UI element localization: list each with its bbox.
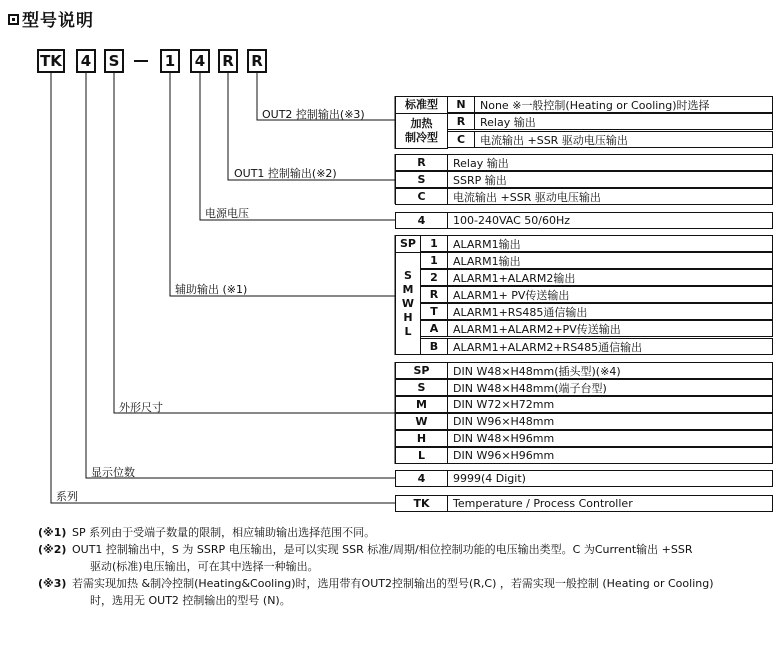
row-code: N [447, 96, 475, 113]
row-desc: SSRP 输出 [447, 171, 773, 188]
row-code: R [420, 286, 448, 303]
note-3 [38, 575, 714, 592]
row-desc: ALARM1+ALARM2+PV传送输出 [447, 320, 773, 337]
row-desc: ALARM1+ALARM2输出 [447, 269, 773, 286]
code-box-out2: R [247, 49, 267, 73]
row-desc: None ※一般控制(Heating or Cooling)时选择 [474, 96, 773, 113]
row-desc: DIN W48×H48mm(端子台型) [447, 379, 773, 396]
row-code: 4 [395, 470, 448, 487]
out2-group-heatcool: 加热 制冷型 [395, 113, 448, 149]
note-3-cont [90, 592, 291, 609]
note-2 [38, 541, 693, 558]
row-desc: ALARM1+RS485通信输出 [447, 303, 773, 320]
note-text: SP 系列由于受端子数量的限制，相应辅助输出选择范围不同。 [72, 526, 376, 539]
row-code: 1 [420, 252, 448, 269]
note-text: 若需实现加热 &制冷控制(Heating&Cooling)时，选用带有OUT2控制输出的型号(R,C) ，若需实现一般控制 (Heating or Cooling) [72, 577, 714, 590]
row-desc: ALARM1输出 [447, 252, 773, 269]
row-desc: DIN W48×H48mm(插头型)(※4) [447, 362, 773, 379]
row-code: H [395, 430, 448, 447]
row-desc: DIN W96×H96mm [447, 447, 773, 464]
note-key: (※2) [38, 543, 67, 556]
label-power: 电源电压 [205, 207, 249, 220]
label-size: 外形尺寸 [119, 401, 163, 414]
row-desc: ALARM1输出 [447, 235, 773, 252]
row-code: A [420, 320, 448, 337]
row-code: TK [395, 495, 448, 512]
row-code: C [447, 131, 475, 148]
row-desc: 电流输出 +SSR 驱动电压输出 [447, 188, 773, 205]
row-desc: ALARM1+ALARM2+RS485通信输出 [447, 338, 773, 355]
note-2-cont [90, 558, 319, 575]
row-desc: DIN W48×H96mm [447, 430, 773, 447]
row-desc: Relay 输出 [447, 154, 773, 171]
code-box-power: 4 [190, 49, 210, 73]
row-code: 4 [395, 212, 448, 229]
row-code: S [395, 379, 448, 396]
row-desc: DIN W96×H48mm [447, 413, 773, 430]
note-key: (※1) [38, 526, 67, 539]
code-box-series: TK [37, 49, 65, 73]
label-aux: 辅助输出 (※1) [175, 283, 248, 296]
label-digits: 显示位数 [91, 466, 135, 479]
row-desc: Relay 输出 [474, 113, 773, 130]
row-code: R [447, 113, 475, 130]
row-code: T [420, 303, 448, 320]
row-code: C [395, 188, 448, 205]
row-code: R [395, 154, 448, 171]
note-1 [38, 524, 376, 541]
out2-group-standard: 标准型 [395, 96, 448, 114]
row-code: M [395, 396, 448, 413]
code-box-size: S [104, 49, 124, 73]
row-desc: ALARM1+ PV传送输出 [447, 286, 773, 303]
code-box-out1: R [218, 49, 238, 73]
row-desc: 100-240VAC 50/60Hz [447, 212, 773, 229]
row-code: 1 [420, 235, 448, 252]
row-code: W [395, 413, 448, 430]
note-text: OUT1 控制输出中，S 为 SSRP 电压输出，是可以实现 SSR 标准/周期/相位控制功能的电压输出类型。C 为Current输出 +SSR [72, 543, 693, 556]
code-box-digits: 4 [76, 49, 96, 73]
aux-group-smwhl: S M W H L [395, 252, 421, 355]
note-text: 时，选用无 OUT2 控制输出的型号 (N)。 [90, 594, 291, 607]
note-text: 驱动(标准)电压输出，可在其中选择一种输出。 [90, 560, 319, 573]
row-desc: Temperature / Process Controller [447, 495, 773, 512]
row-code: B [420, 338, 448, 355]
row-desc: 电流输出 +SSR 驱动电压输出 [474, 131, 773, 148]
row-code: S [395, 171, 448, 188]
note-key: (※3) [38, 577, 67, 590]
row-desc: DIN W72×H72mm [447, 396, 773, 413]
label-out2: OUT2 控制输出(※3) [262, 108, 365, 121]
row-code: L [395, 447, 448, 464]
code-box-aux: 1 [160, 49, 180, 73]
aux-group-sp: SP [395, 235, 421, 253]
row-code: 2 [420, 269, 448, 286]
label-series: 系列 [56, 490, 78, 503]
row-code: SP [395, 362, 448, 379]
label-out1: OUT1 控制输出(※2) [234, 167, 337, 180]
row-desc: 9999(4 Digit) [447, 470, 773, 487]
page-title: 型号说明 [8, 6, 94, 31]
